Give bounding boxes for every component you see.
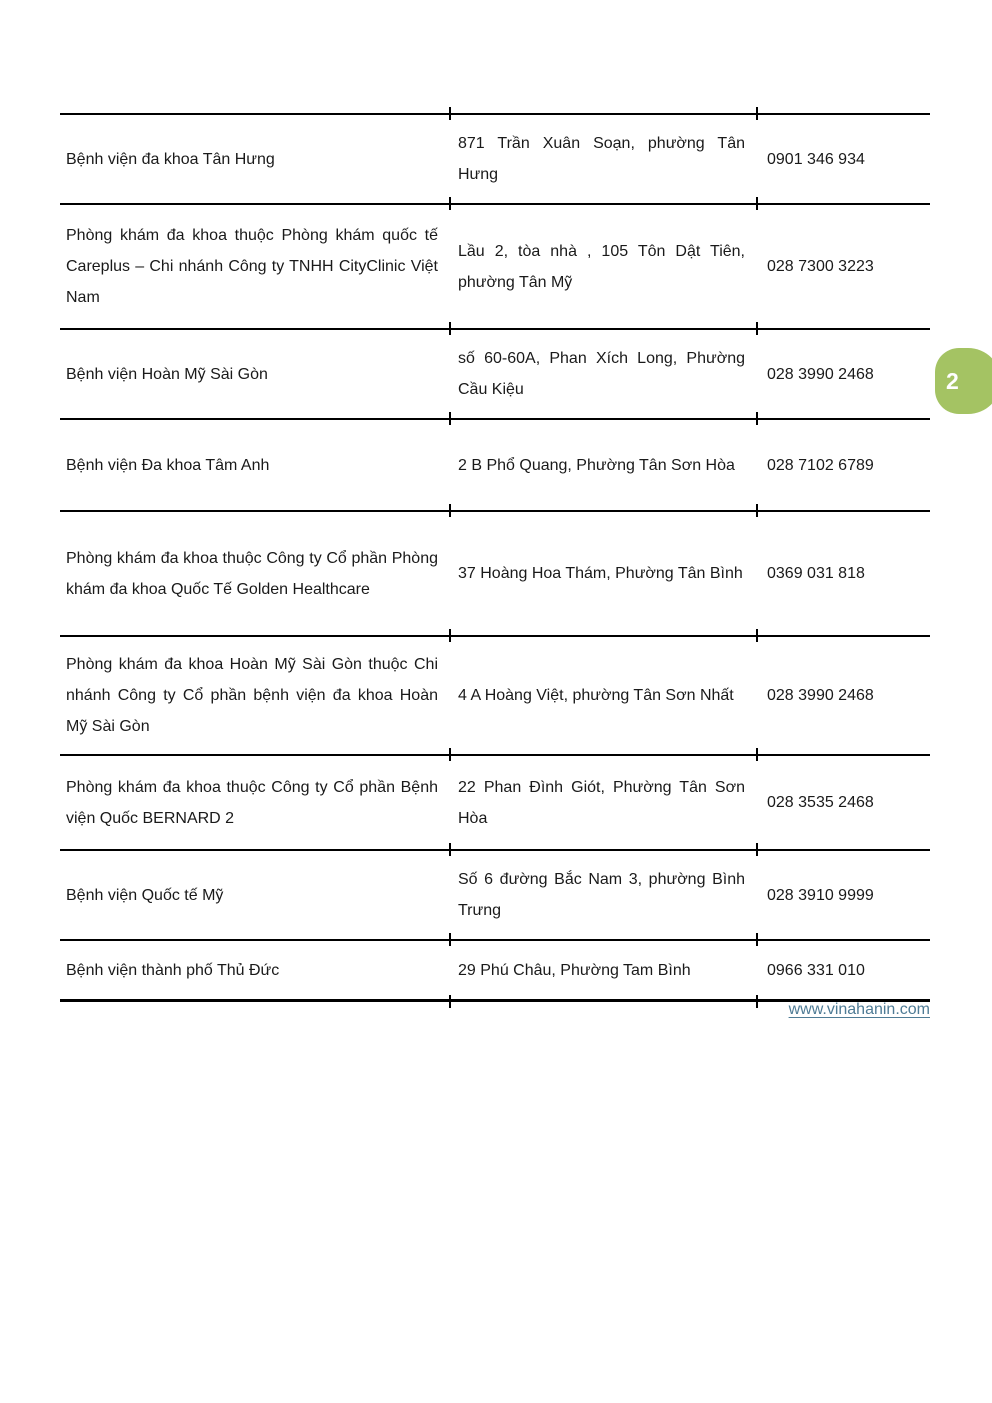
hospital-name-cell [60, 851, 450, 939]
hospital-address-cell [450, 851, 757, 939]
hospital-phone: 0369 031 818 [767, 565, 865, 582]
table-row [60, 203, 930, 328]
hospital-address: Lầu 2, tòa nhà , 105 Tôn Dật Tiên, phường Tân Mỹ [458, 242, 745, 291]
hospital-name-cell [60, 756, 450, 849]
hospital-address: 871 Trần Xuân Soạn, phường Tân Hưng [458, 135, 745, 183]
table-row [60, 635, 930, 754]
hospital-address-cell [450, 205, 757, 328]
hospital-name: Phòng khám đa khoa thuộc Phòng khám quốc tế Careplus – Chi nhánh Công ty TNHH CityClinic Việt Nam [66, 227, 438, 306]
table-row [60, 754, 930, 849]
hospital-name: Phòng khám đa khoa thuộc Công ty Cổ phần Phòng khám đa khoa Quốc Tế Golden Healthcare [66, 549, 438, 598]
hospital-name-cell [60, 637, 450, 754]
hospital-phone: 0966 331 010 [767, 961, 865, 979]
hospital-address: 2 B Phổ Quang, Phường Tân Sơn Hòa [458, 456, 735, 474]
hospital-phone-cell [757, 941, 930, 999]
hospital-name-cell [60, 420, 450, 510]
hospital-table [60, 113, 930, 1002]
hospital-phone-cell [757, 637, 930, 754]
hospital-phone: 0901 346 934 [767, 150, 865, 168]
footer-link[interactable]: www.vinahanin.com [788, 1001, 930, 1018]
hospital-address-cell [450, 637, 757, 754]
hospital-name: Phòng khám đa khoa thuộc Công ty Cổ phần Bệnh viện Quốc BERNARD 2 [66, 778, 438, 827]
hospital-address: 22 Phan Đình Giót, Phường Tân Sơn Hòa [458, 778, 745, 827]
hospital-address-cell [450, 756, 757, 849]
hospital-phone: 028 7102 6789 [767, 456, 874, 474]
hospital-phone-cell [757, 851, 930, 939]
hospital-phone-cell [757, 205, 930, 328]
hospital-address: 29 Phú Châu, Phường Tam Bình [458, 961, 691, 979]
hospital-name-cell [60, 941, 450, 999]
table-row [60, 939, 930, 999]
hospital-phone-cell [757, 330, 930, 418]
hospital-name-cell [60, 512, 450, 635]
hospital-address: Số 6 đường Bắc Nam 3, phường Bình Trưng [458, 871, 745, 919]
hospital-phone: 028 3990 2468 [767, 365, 874, 383]
table-row [60, 328, 930, 418]
column-divider-tick [449, 995, 451, 1008]
hospital-phone-cell [757, 756, 930, 849]
hospital-address: 37 Hoàng Hoa Thám, Phường Tân Bình [458, 565, 743, 582]
hospital-address-cell [450, 115, 757, 203]
column-divider-tick [756, 995, 758, 1008]
hospital-name: Bệnh viện thành phố Thủ Đức [66, 961, 280, 979]
table-row [60, 113, 930, 203]
page-number-badge [935, 348, 992, 414]
table-row [60, 849, 930, 939]
hospital-name: Bệnh viện đa khoa Tân Hưng [66, 150, 275, 168]
hospital-name-cell [60, 205, 450, 328]
hospital-phone: 028 3990 2468 [767, 687, 874, 704]
hospital-phone-cell [757, 115, 930, 203]
hospital-name-cell [60, 115, 450, 203]
hospital-address-cell [450, 512, 757, 635]
hospital-name: Phòng khám đa khoa Hoàn Mỹ Sài Gòn thuộc Chi nhánh Công ty Cổ phần bệnh viện đa khoa Hoàn Mỹ Sài Gòn [66, 656, 438, 735]
hospital-address: 4 A Hoàng Việt, phường Tân Sơn Nhất [458, 687, 734, 704]
hospital-address-cell [450, 330, 757, 418]
page-number: 2 [946, 367, 959, 394]
hospital-phone-cell [757, 512, 930, 635]
hospital-name: Bệnh viện Đa khoa Tâm Anh [66, 456, 270, 474]
hospital-address: số 60-60A, Phan Xích Long, Phường Cầu Kiệu [458, 350, 745, 398]
hospital-name-cell [60, 330, 450, 418]
hospital-phone-cell [757, 420, 930, 510]
hospital-name: Bệnh viện Hoàn Mỹ Sài Gòn [66, 365, 268, 383]
hospital-address-cell [450, 941, 757, 999]
hospital-phone: 028 7300 3223 [767, 258, 874, 275]
hospital-phone: 028 3535 2468 [767, 794, 874, 811]
table-row [60, 510, 930, 635]
hospital-name: Bệnh viện Quốc tế Mỹ [66, 886, 224, 904]
hospital-address-cell [450, 420, 757, 510]
hospital-phone: 028 3910 9999 [767, 886, 874, 904]
table-row [60, 418, 930, 510]
